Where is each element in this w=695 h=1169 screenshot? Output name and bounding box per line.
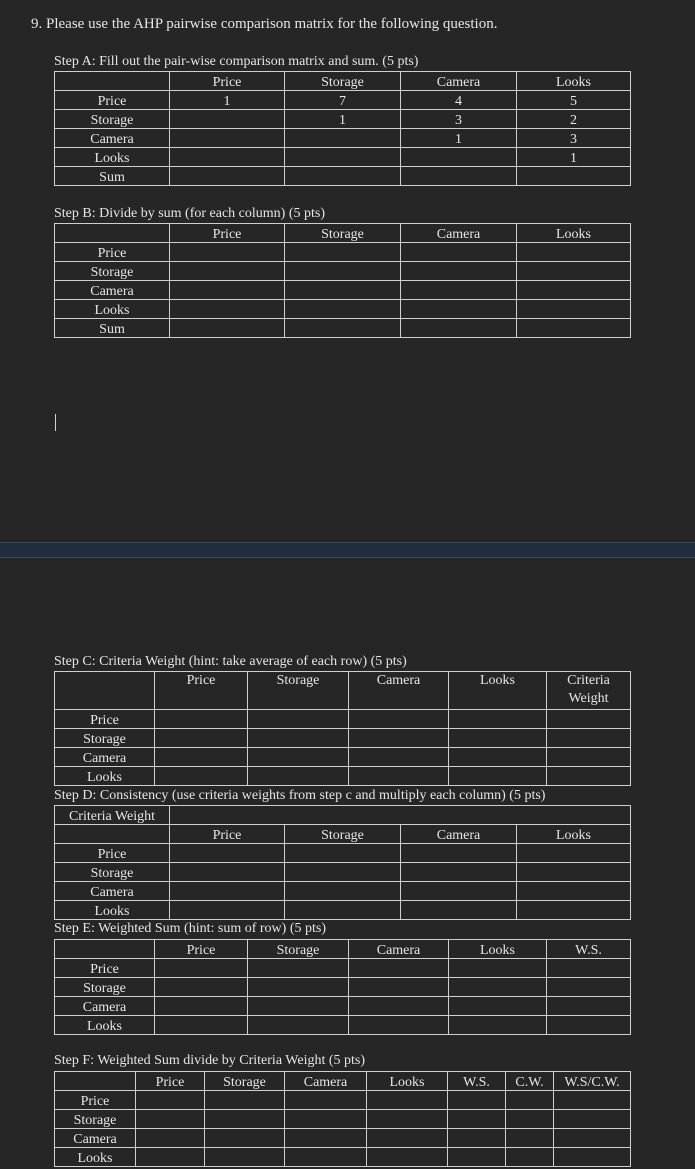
cell-camera-camera[interactable]: 1 — [401, 129, 517, 148]
col-header-criteria-weight: Criteria Weight — [547, 672, 631, 710]
cell[interactable] — [349, 729, 449, 748]
cell[interactable] — [449, 959, 547, 978]
cell[interactable] — [401, 863, 517, 882]
cell[interactable] — [155, 959, 248, 978]
cell[interactable] — [285, 262, 401, 281]
cell[interactable] — [285, 901, 401, 920]
row-label-price: Price — [55, 1091, 136, 1110]
step-d-table — [54, 805, 631, 920]
cell[interactable] — [401, 243, 517, 262]
cell[interactable] — [155, 767, 248, 786]
row-label-price: Price — [55, 710, 155, 729]
cell[interactable] — [449, 997, 547, 1016]
cell[interactable] — [285, 844, 401, 863]
col-header-looks: Looks — [517, 72, 631, 91]
cell[interactable] — [547, 997, 631, 1016]
row-label-sum: Sum — [55, 319, 170, 338]
cell[interactable] — [448, 1110, 506, 1129]
corner-cell — [55, 825, 170, 844]
row-label-storage: Storage — [55, 262, 170, 281]
cell[interactable] — [517, 882, 631, 901]
row-label-looks: Looks — [55, 1016, 155, 1035]
step-b-table — [54, 223, 631, 338]
cell[interactable] — [285, 1091, 367, 1110]
cell[interactable] — [547, 729, 631, 748]
text-cursor — [55, 414, 56, 431]
col-header-price: Price — [170, 825, 285, 844]
cell[interactable] — [448, 1148, 506, 1167]
cell[interactable] — [248, 710, 349, 729]
cell-camera-price[interactable] — [170, 129, 285, 148]
cell[interactable] — [547, 978, 631, 997]
cell[interactable] — [155, 748, 248, 767]
step-e-caption: Step E: Weighted Sum (hint: sum of row) (5 pts) — [54, 921, 326, 936]
cell-looks-looks[interactable]: 1 — [517, 148, 631, 167]
row-label-looks: Looks — [55, 901, 170, 920]
step-c-caption: Step C: Criteria Weight (hint: take average of each row) (5 pts) — [54, 654, 407, 669]
cell[interactable] — [349, 1016, 449, 1035]
cell[interactable] — [448, 1129, 506, 1148]
cell[interactable] — [349, 710, 449, 729]
row-label-camera: Camera — [55, 281, 170, 300]
col-header-storage: Storage — [248, 940, 349, 959]
cell[interactable] — [449, 710, 547, 729]
cell[interactable] — [285, 243, 401, 262]
cell[interactable] — [367, 1110, 448, 1129]
col-header-ws: W.S. — [448, 1072, 506, 1091]
col-header-looks: Looks — [517, 825, 631, 844]
cell[interactable] — [155, 978, 248, 997]
cell[interactable] — [401, 319, 517, 338]
cell[interactable] — [401, 882, 517, 901]
cell[interactable] — [248, 767, 349, 786]
cell[interactable] — [506, 1129, 554, 1148]
cell-storage-looks[interactable]: 2 — [517, 110, 631, 129]
cell[interactable] — [136, 1091, 205, 1110]
cell[interactable] — [170, 300, 285, 319]
cell[interactable] — [155, 729, 248, 748]
col-header-camera: Camera — [349, 672, 449, 710]
cell[interactable] — [349, 959, 449, 978]
cell-storage-storage[interactable]: 1 — [285, 110, 401, 129]
cell[interactable] — [285, 300, 401, 319]
cell[interactable] — [155, 1016, 248, 1035]
row-label-storage: Storage — [55, 110, 170, 129]
cell[interactable] — [349, 997, 449, 1016]
cell[interactable] — [449, 1016, 547, 1035]
cell[interactable] — [205, 1110, 285, 1129]
step-a-table — [54, 71, 631, 186]
cell[interactable] — [547, 1016, 631, 1035]
cell[interactable] — [547, 767, 631, 786]
cell[interactable] — [349, 748, 449, 767]
cell[interactable] — [155, 997, 248, 1016]
cell[interactable] — [367, 1129, 448, 1148]
row-label-sum: Sum — [55, 167, 170, 186]
cell[interactable] — [349, 978, 449, 997]
row-label-storage: Storage — [55, 1110, 136, 1129]
cell[interactable] — [170, 319, 285, 338]
cell[interactable] — [517, 281, 631, 300]
cell[interactable] — [155, 710, 248, 729]
cell[interactable] — [401, 844, 517, 863]
cell[interactable] — [547, 710, 631, 729]
corner-cell — [55, 1072, 136, 1091]
cell[interactable] — [367, 1148, 448, 1167]
cell[interactable] — [517, 863, 631, 882]
cell[interactable] — [248, 978, 349, 997]
row-label-storage: Storage — [55, 863, 170, 882]
col-header-ws-cw: W.S/C.W. — [554, 1072, 631, 1091]
step-b-caption: Step B: Divide by sum (for each column) (5 pts) — [54, 206, 326, 221]
col-header-storage: Storage — [248, 672, 349, 710]
col-header-storage: Storage — [285, 72, 401, 91]
col-header-camera: Camera — [401, 224, 517, 243]
row-label-looks: Looks — [55, 767, 155, 786]
cell-camera-storage[interactable] — [285, 129, 401, 148]
row-label-camera: Camera — [55, 129, 170, 148]
step-e-table — [54, 939, 631, 1035]
col-header-price: Price — [136, 1072, 205, 1091]
row-label-camera: Camera — [55, 882, 170, 901]
step-d-caption: Step D: Consistency (use criteria weights from step c and multiply each column) (5 pts) — [54, 788, 546, 803]
cell-sum-price[interactable] — [170, 167, 285, 186]
col-header-price: Price — [170, 224, 285, 243]
step-f-table — [54, 1071, 631, 1167]
col-header-cw: C.W. — [506, 1072, 554, 1091]
cell[interactable] — [517, 319, 631, 338]
cell[interactable] — [448, 1091, 506, 1110]
cell[interactable] — [517, 243, 631, 262]
cell-price-price[interactable]: 1 — [170, 91, 285, 110]
cell[interactable] — [506, 1148, 554, 1167]
cell[interactable] — [170, 882, 285, 901]
cell-price-camera[interactable]: 4 — [401, 91, 517, 110]
row-label-looks: Looks — [55, 148, 170, 167]
cell[interactable] — [285, 281, 401, 300]
cell[interactable] — [506, 1110, 554, 1129]
cell[interactable] — [248, 959, 349, 978]
cell-storage-price[interactable] — [170, 110, 285, 129]
corner-cell — [55, 672, 155, 710]
cell-price-storage[interactable]: 7 — [285, 91, 401, 110]
corner-cell — [55, 72, 170, 91]
cell[interactable] — [248, 729, 349, 748]
row-label-looks: Looks — [55, 1148, 136, 1167]
corner-cell — [55, 224, 170, 243]
col-header-storage: Storage — [205, 1072, 285, 1091]
cell[interactable] — [517, 262, 631, 281]
cell-sum-camera[interactable] — [401, 167, 517, 186]
cell[interactable] — [170, 281, 285, 300]
col-header-camera: Camera — [349, 940, 449, 959]
col-header-looks: Looks — [449, 940, 547, 959]
col-header-looks: Looks — [367, 1072, 448, 1091]
cell[interactable] — [547, 959, 631, 978]
cell[interactable] — [349, 767, 449, 786]
cell-sum-storage[interactable] — [285, 167, 401, 186]
cell[interactable] — [285, 1148, 367, 1167]
cell[interactable] — [170, 844, 285, 863]
col-header-price: Price — [155, 672, 248, 710]
cell[interactable] — [248, 997, 349, 1016]
cell-price-looks[interactable]: 5 — [517, 91, 631, 110]
cell[interactable] — [554, 1110, 631, 1129]
cell-looks-storage[interactable] — [285, 148, 401, 167]
row-label-price: Price — [55, 844, 170, 863]
row-label-camera: Camera — [55, 748, 155, 767]
cell[interactable] — [248, 748, 349, 767]
col-header-camera: Camera — [401, 825, 517, 844]
cell[interactable] — [285, 882, 401, 901]
cell[interactable] — [517, 300, 631, 319]
cell[interactable] — [136, 1110, 205, 1129]
col-header-camera: Camera — [285, 1072, 367, 1091]
cell[interactable] — [136, 1148, 205, 1167]
row-label-camera: Camera — [55, 997, 155, 1016]
cell[interactable] — [517, 844, 631, 863]
step-a-caption: Step A: Fill out the pair-wise comparison matrix and sum. (5 pts) — [54, 54, 419, 69]
cell[interactable] — [401, 300, 517, 319]
cell[interactable] — [547, 748, 631, 767]
criteria-weight-header: Criteria Weight — [55, 806, 170, 825]
cell[interactable] — [285, 863, 401, 882]
cell[interactable] — [401, 901, 517, 920]
col-header-price: Price — [155, 940, 248, 959]
row-label-price: Price — [55, 959, 155, 978]
cell[interactable] — [367, 1091, 448, 1110]
cell[interactable] — [248, 1016, 349, 1035]
cell[interactable] — [285, 1129, 367, 1148]
cell[interactable] — [170, 863, 285, 882]
cell[interactable] — [449, 767, 547, 786]
cell[interactable] — [205, 1129, 285, 1148]
row-label-camera: Camera — [55, 1129, 136, 1148]
cell[interactable] — [285, 1110, 367, 1129]
cell[interactable] — [285, 319, 401, 338]
header-fill — [170, 806, 631, 825]
col-header-price: Price — [170, 72, 285, 91]
cell[interactable] — [136, 1129, 205, 1148]
cell[interactable] — [449, 729, 547, 748]
col-header-camera: Camera — [401, 72, 517, 91]
cell[interactable] — [517, 901, 631, 920]
col-header-storage: Storage — [285, 224, 401, 243]
page-break-divider — [0, 542, 695, 558]
row-label-storage: Storage — [55, 729, 155, 748]
cell[interactable] — [170, 901, 285, 920]
cell[interactable] — [170, 262, 285, 281]
col-header-looks: Looks — [517, 224, 631, 243]
cell-storage-camera[interactable]: 3 — [401, 110, 517, 129]
cell[interactable] — [554, 1148, 631, 1167]
cell[interactable] — [449, 978, 547, 997]
cell-camera-looks[interactable]: 3 — [517, 129, 631, 148]
cell[interactable] — [554, 1129, 631, 1148]
cell-looks-price[interactable] — [170, 148, 285, 167]
cell[interactable] — [205, 1091, 285, 1110]
row-label-looks: Looks — [55, 300, 170, 319]
cell[interactable] — [401, 281, 517, 300]
row-label-price: Price — [55, 91, 170, 110]
row-label-storage: Storage — [55, 978, 155, 997]
cell[interactable] — [205, 1148, 285, 1167]
col-header-storage: Storage — [285, 825, 401, 844]
corner-cell — [55, 940, 155, 959]
question-text: 9. Please use the AHP pairwise comparison matrix for the following question. — [31, 16, 498, 32]
cell[interactable] — [170, 243, 285, 262]
cell-looks-camera[interactable] — [401, 148, 517, 167]
cell[interactable] — [401, 262, 517, 281]
row-label-price: Price — [55, 243, 170, 262]
step-f-caption: Step F: Weighted Sum divide by Criteria Weight (5 pts) — [54, 1053, 366, 1068]
col-header-looks: Looks — [449, 672, 547, 710]
cell[interactable] — [506, 1091, 554, 1110]
col-header-ws: W.S. — [547, 940, 631, 959]
cell[interactable] — [554, 1091, 631, 1110]
cell-sum-looks[interactable] — [517, 167, 631, 186]
step-c-table — [54, 671, 631, 786]
cell[interactable] — [449, 748, 547, 767]
